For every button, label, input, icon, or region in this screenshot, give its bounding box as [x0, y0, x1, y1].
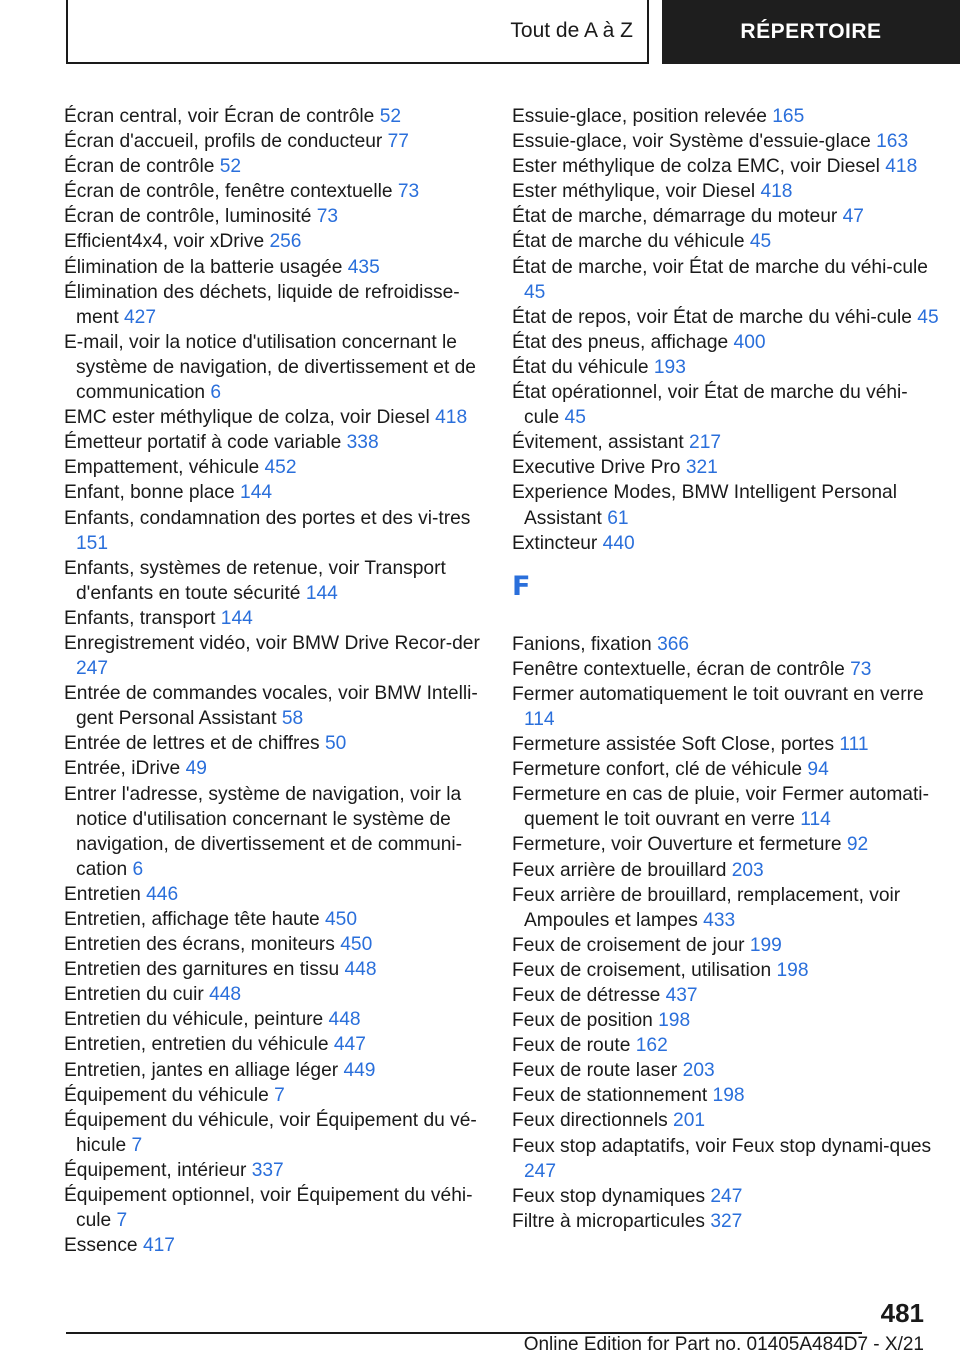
index-page-link[interactable]: 163 [876, 131, 909, 153]
index-entry-text: Feux stop dynamiques [512, 1185, 711, 1207]
index-entry [512, 104, 942, 129]
index-entry [512, 983, 942, 1008]
index-entry [512, 883, 942, 933]
index-entry [64, 280, 484, 330]
index-page-link[interactable]: 73 [850, 658, 872, 680]
index-entry-text: Émetteur portatif à code variable [64, 432, 347, 454]
index-entry-text: Experience Modes, BMW Intelligent Personal Assistant [512, 482, 897, 529]
index-entry-text: Feux de position [512, 1010, 659, 1032]
index-entry-text: Évitement, assistant [512, 432, 690, 454]
index-page-link[interactable]: 165 [772, 106, 805, 127]
index-entry-text: Extincteur [512, 532, 603, 554]
index-entry [64, 430, 484, 455]
index-page-link[interactable]: 193 [653, 356, 686, 378]
index-page-link[interactable]: 6 [132, 858, 144, 880]
index-page-link[interactable]: 452 [264, 457, 297, 479]
index-entry [64, 1158, 484, 1183]
index-entry-text: État opérationnel, voir État de marche du véhi‐cule [512, 382, 908, 429]
index-entry [512, 1209, 942, 1234]
index-letter-heading: F [512, 570, 531, 602]
index-entry-text: État des pneus, affichage [512, 331, 734, 353]
index-page-link[interactable]: 447 [333, 1034, 366, 1056]
index-page-link[interactable]: 52 [379, 106, 402, 127]
index-entry [64, 1183, 484, 1233]
index-column-left [64, 104, 484, 1258]
index-page-link[interactable]: 321 [685, 457, 718, 479]
index-page-link[interactable]: 327 [710, 1210, 743, 1232]
index-entry [512, 480, 942, 530]
index-page-link[interactable]: 162 [635, 1035, 668, 1057]
index-entry-text: Feux de croisement, utilisation [512, 959, 777, 981]
index-entry-text: Fermeture assistée Soft Close, portes [512, 734, 840, 756]
index-entry [512, 782, 942, 832]
index-page-link[interactable]: 92 [846, 834, 869, 856]
index-page-link[interactable]: 337 [251, 1159, 284, 1181]
index-entry [64, 756, 484, 781]
index-entry-text: Élimination des déchets, liquide de refroidisse‐ment [64, 281, 460, 328]
index-page-link[interactable]: 400 [733, 331, 766, 353]
index-page-link[interactable]: 77 [387, 131, 409, 153]
index-page-link[interactable]: 144 [240, 482, 273, 504]
index-entry [64, 455, 484, 480]
index-entry [64, 932, 484, 957]
index-page-link[interactable]: 418 [435, 407, 468, 429]
index-entry [512, 380, 942, 430]
index-entry-text: Fermeture confort, clé de véhicule [512, 759, 808, 781]
index-entry-text: Feux directionnels [512, 1110, 674, 1132]
index-entry-text: Écran d'accueil, profils de conducteur [64, 131, 388, 153]
index-page-link[interactable]: 448 [209, 984, 242, 1006]
index-entry-text: Entrée de lettres et de chiffres [64, 733, 325, 755]
index-group-f [512, 632, 942, 1234]
index-page-link[interactable]: 247 [76, 658, 109, 680]
index-entry [64, 1083, 484, 1108]
index-entry [512, 958, 942, 983]
index-entry-text: Entretien des garnitures en tissu [64, 959, 345, 981]
index-entry [64, 631, 484, 681]
index-entry [64, 255, 484, 280]
section-tab-label: Tout de A à Z [510, 19, 633, 42]
index-entry [64, 982, 484, 1007]
index-entry [512, 179, 942, 204]
index-entry [512, 858, 942, 883]
index-page-link[interactable]: 114 [524, 708, 555, 730]
index-entry [512, 204, 942, 229]
index-entry-text: Écran de contrôle, fenêtre contextuelle [64, 181, 398, 203]
index-page-link[interactable]: 448 [328, 1009, 361, 1031]
index-entry-text: Essence [64, 1235, 143, 1257]
index-entry [64, 1058, 484, 1083]
index-page-link[interactable]: 203 [731, 859, 764, 881]
index-page-link[interactable]: 199 [749, 934, 782, 956]
index-entry [512, 732, 942, 757]
index-page-link[interactable]: 433 [703, 909, 736, 931]
index-entry [512, 832, 942, 857]
index-entry-text: Empattement, véhicule [64, 457, 265, 479]
index-entry-text: État de marche, voir État de marche du véhi‐cule [512, 256, 928, 278]
index-entry-text: Équipement du véhicule, voir Équipement du vé‐hicule [64, 1109, 477, 1156]
index-entry-text: Entretien, affichage tête haute [64, 909, 325, 930]
index-entry [512, 1184, 942, 1209]
index-entry-text: Entrée de commandes vocales, voir BMW Intelli‐gent Personal Assistant [64, 683, 478, 730]
index-entry-text: Ester méthylique de colza EMC, voir Diesel [512, 156, 886, 178]
index-entry-text: État du véhicule [512, 356, 654, 378]
index-page-link[interactable]: 47 [842, 206, 864, 228]
index-entry-text: Entretien du véhicule, peinture [64, 1009, 329, 1031]
index-page-link[interactable]: 45 [524, 281, 546, 303]
index-page-link[interactable]: 418 [760, 181, 793, 203]
index-entry [64, 957, 484, 982]
index-entry-text: Feux arrière de brouillard, remplacement, voir Ampoules et lampes [512, 884, 901, 931]
index-entry [512, 1033, 942, 1058]
index-entry [64, 731, 484, 756]
index-page-link[interactable]: 449 [343, 1059, 376, 1081]
index-page-link[interactable]: 256 [269, 231, 302, 253]
index-page-link[interactable]: 203 [682, 1060, 715, 1082]
index-page-link[interactable]: 446 [146, 883, 179, 905]
index-entry-text: EMC ester méthylique de colza, voir Diesel [64, 407, 436, 429]
index-entry [64, 782, 484, 882]
index-entry-text: Executive Drive Pro [512, 457, 686, 479]
index-page-link[interactable]: 7 [116, 1210, 128, 1232]
index-entry [512, 355, 942, 380]
index-entry [512, 632, 942, 657]
index-entry [64, 882, 484, 907]
section-tab[interactable] [66, 0, 649, 64]
index-entry [512, 1083, 942, 1108]
index-entry [64, 1032, 484, 1057]
index-page-link[interactable]: 418 [885, 156, 918, 178]
index-page-link[interactable]: 114 [800, 809, 831, 831]
index-entry-text: Filtre à microparticules [512, 1210, 711, 1232]
index-entry [64, 606, 484, 631]
index-page-link[interactable]: 448 [344, 959, 377, 981]
index-page-link[interactable]: 217 [689, 432, 722, 454]
index-entry-text: Feux stop adaptatifs, voir Feux stop dynami‐ques [512, 1135, 932, 1157]
index-entry-text: Entretien, entretien du véhicule [64, 1034, 334, 1056]
index-entry [64, 506, 484, 556]
index-entry [512, 229, 942, 254]
index-entry [64, 907, 484, 932]
index-entry-text: État de marche du véhicule [512, 231, 750, 253]
index-entry-text: Enfants, condamnation des portes et des vi‐tres [64, 507, 471, 529]
index-entry-text: Efficient4x4, voir xDrive [64, 231, 270, 253]
index-entry [64, 681, 484, 731]
index-page-link[interactable]: 247 [710, 1185, 743, 1207]
index-page-link[interactable]: 45 [917, 306, 939, 328]
index-entry [64, 129, 484, 154]
index-entry [64, 1007, 484, 1032]
index-page-link[interactable]: 6 [210, 382, 222, 404]
index-entry-text: Feux de route [512, 1035, 636, 1057]
index-page-link[interactable]: 61 [607, 507, 629, 529]
index-page-link[interactable]: 338 [346, 432, 379, 454]
index-entry [512, 657, 942, 682]
page-number: 481 [880, 1298, 924, 1328]
index-entry-text: Fenêtre contextuelle, écran de contrôle [512, 658, 851, 680]
index-entry [64, 480, 484, 505]
index-entry-text: Ester méthylique, voir Diesel [512, 181, 761, 203]
index-entry [64, 179, 484, 204]
index-page-link[interactable]: 198 [776, 959, 809, 981]
index-page-link[interactable]: 450 [325, 909, 358, 930]
index-page-link[interactable]: 435 [347, 256, 380, 278]
index-page-link[interactable]: 45 [564, 407, 586, 429]
chapter-tab-label: RÉPERTOIRE [740, 20, 882, 43]
index-entry-text: État de repos, voir État de marche du véhi‐cule [512, 306, 918, 328]
index-entry-text: Entrer l'adresse, système de navigation, voir la notice d'utilisation concernant le système de navigation, de divertissement et de communi‐cation [64, 783, 463, 880]
index-entry [64, 330, 484, 405]
index-entry-text: Fermer automatiquement le toit ouvrant en verre [512, 683, 924, 705]
index-page-link[interactable]: 151 [76, 532, 109, 554]
index-page-link[interactable]: 111 [839, 734, 869, 756]
index-entry [64, 204, 484, 229]
index-page-link[interactable]: 417 [142, 1235, 175, 1257]
index-page-link[interactable]: 50 [324, 733, 347, 755]
index-entry-text: Essuie-glace, voir Système d'essuie-glace [512, 131, 877, 153]
index-entry [64, 556, 484, 606]
index-entry-text: Feux de stationnement [512, 1085, 713, 1107]
index-page-link[interactable]: 201 [673, 1110, 706, 1132]
index-page-link[interactable]: 52 [219, 156, 242, 178]
index-entry-text: Entretien des écrans, moniteurs [64, 934, 341, 956]
index-entry [512, 531, 942, 556]
index-page-link[interactable]: 73 [316, 206, 339, 228]
index-entry [512, 129, 942, 154]
index-entry [512, 1008, 942, 1033]
index-entry [512, 933, 942, 958]
index-page-link[interactable]: 49 [185, 758, 207, 780]
index-entry [512, 1108, 942, 1133]
index-page-link[interactable]: 94 [807, 759, 829, 781]
index-entry-text: Entretien du cuir [64, 984, 210, 1006]
index-entry [64, 1108, 484, 1158]
index-entry-text: Écran central, voir Écran de contrôle [64, 106, 380, 127]
index-entry [512, 305, 942, 330]
index-page-link[interactable]: 198 [712, 1085, 745, 1107]
index-page-link[interactable]: 7 [131, 1134, 143, 1156]
index-entry [512, 255, 942, 305]
index-page-link[interactable]: 247 [524, 1160, 557, 1182]
index-page-link[interactable]: 144 [305, 582, 338, 604]
index-entry-text: Équipement du véhicule [64, 1084, 275, 1106]
index-entry-text: Entrée, iDrive [64, 758, 186, 780]
index-page-link[interactable]: 73 [397, 181, 420, 203]
index-entry-text: E-mail, voir la notice d'utilisation concernant le système de navigation, de divertissement et de communication [64, 331, 476, 404]
index-entry [64, 405, 484, 430]
index-page-link[interactable]: 427 [124, 306, 157, 328]
index-entry [64, 154, 484, 179]
index-entry-text: Élimination de la batterie usagée [64, 256, 348, 278]
index-page-link[interactable]: 440 [602, 532, 635, 554]
index-entry-text: Entretien, jantes en alliage léger [64, 1059, 344, 1081]
index-entry-text: Enfants, systèmes de retenue, voir Transport d'enfants en toute sécurité [64, 557, 446, 604]
index-column-right [512, 104, 942, 1234]
index-entry [512, 757, 942, 782]
index-page-link[interactable]: 144 [220, 607, 253, 629]
index-page-link[interactable]: 437 [665, 985, 698, 1006]
index-entry-text: Feux de détresse [512, 985, 666, 1006]
index-entry [512, 330, 942, 355]
index-entry [64, 104, 484, 129]
index-entry [512, 430, 942, 455]
index-entry-text: Fermeture, voir Ouverture et fermeture [512, 834, 847, 856]
chapter-tab[interactable] [662, 0, 960, 64]
index-entry-text: Enregistrement vidéo, voir BMW Drive Recor‐der [64, 632, 480, 654]
index-entry [512, 682, 942, 732]
index-page-link[interactable]: 45 [749, 231, 772, 253]
index-entry-text: Fanions, fixation [512, 633, 658, 655]
index-entry-text: Fermeture en cas de pluie, voir Fermer automati‐quement le toit ouvrant en verre [512, 784, 929, 831]
index-entry-text: Entretien [64, 883, 147, 905]
index-entry [512, 1058, 942, 1083]
index-entry [64, 1233, 484, 1258]
index-page-link[interactable]: 450 [340, 934, 373, 956]
index-entry [512, 154, 942, 179]
index-entry-text: Enfant, bonne place [64, 482, 241, 504]
index-page-link[interactable]: 366 [657, 633, 690, 655]
index-entry [512, 1134, 942, 1184]
index-entry-text: Feux arrière de brouillard [512, 859, 732, 881]
index-entry [512, 455, 942, 480]
index-page-link[interactable]: 58 [281, 708, 304, 730]
index-entry-text: Enfants, transport [64, 607, 221, 629]
index-entry-text: Essuie-glace, position relevée [512, 106, 773, 127]
footer-edition: Online Edition for Part no. 01405A484D7 - X/21 [518, 1334, 924, 1356]
index-group-e [512, 104, 942, 556]
index-entry-text: Écran de contrôle [64, 156, 220, 178]
index-entry-text: Équipement optionnel, voir Équipement du véhi‐cule [64, 1185, 473, 1232]
index-entry-text: Feux de croisement de jour [512, 934, 750, 956]
index-entry-text: Équipement, intérieur [64, 1159, 252, 1181]
index-page-link[interactable]: 7 [274, 1084, 285, 1106]
index-entry [64, 229, 484, 254]
index-entry-text: Feux de route laser [512, 1060, 683, 1082]
index-page-link[interactable]: 198 [658, 1010, 691, 1032]
index-entry-text: État de marche, démarrage du moteur [512, 206, 843, 228]
index-entry-text: Écran de contrôle, luminosité [64, 206, 317, 228]
